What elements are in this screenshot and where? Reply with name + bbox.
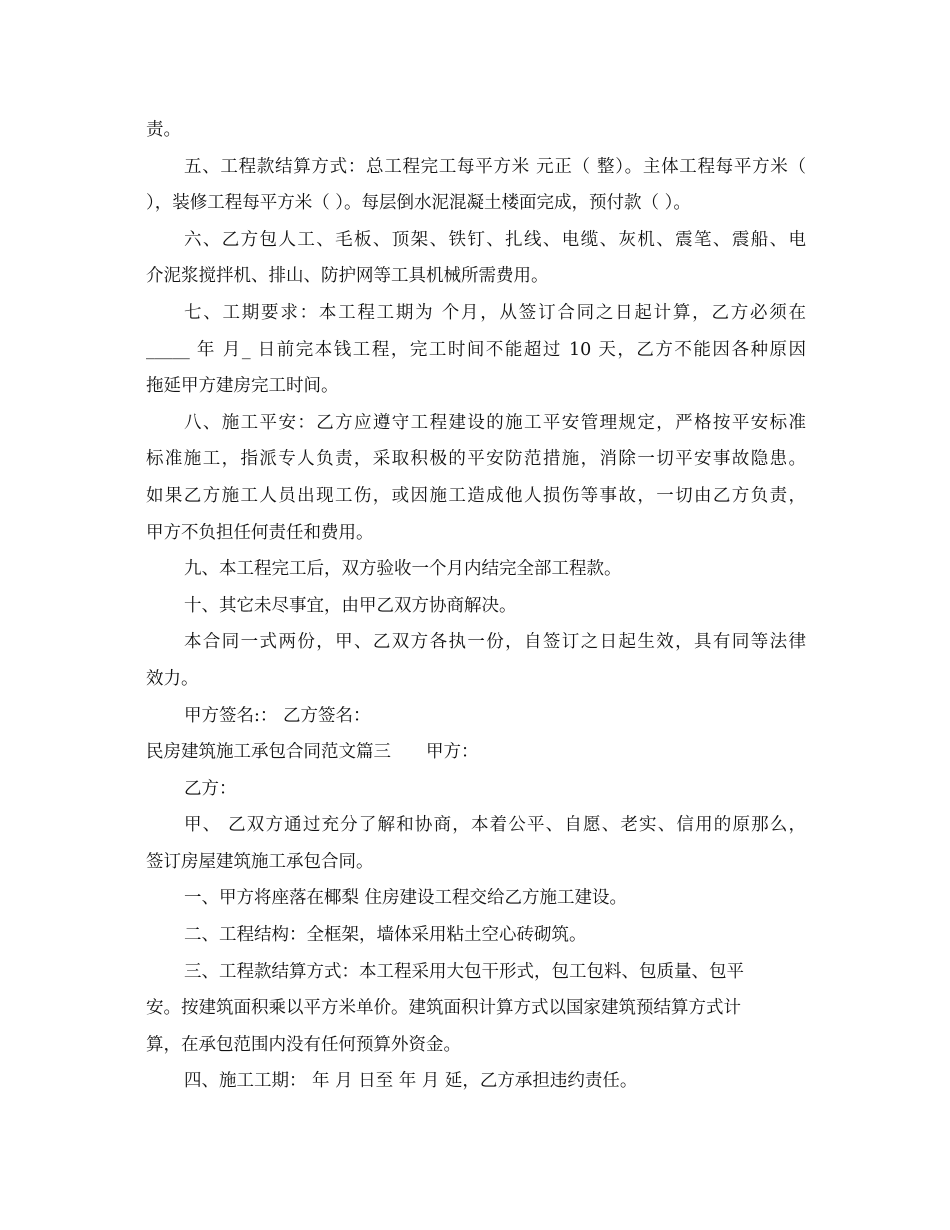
document-text-line: 九、本工程完工后，双方验收一个月内结完全部工程款。 — [184, 559, 622, 580]
document-text-line: 安。按建筑面积乘以平方米单价。建筑面积计算方式以国家建筑预结算方式计 — [146, 998, 741, 1019]
document-text-line: 甲方不负担任何责任和费用。 — [146, 522, 374, 543]
document-text-line: 二、工程结构：全框架，墙体采用粘土空心砖砌筑。 — [184, 925, 587, 946]
document-text-line: 拖延甲方建房完工时间。 — [146, 376, 339, 397]
document-text-line: 四、施工工期： 年 月 日至 年 月 延，乙方承担违约责任。 — [184, 1071, 638, 1092]
document-text-line: 介泥浆搅拌机、排山、防护网等工具机械所需费用。 — [146, 266, 549, 287]
document-text-line: 签订房屋建筑施工承包合同。 — [146, 851, 374, 872]
document-text-line: 责。 — [146, 120, 181, 140]
document-text-line: 一、甲方将座落在椰梨 住房建设工程交给乙方施工建设。 — [184, 888, 628, 909]
document-text-line: _____ 年 月_ 日前完本钱工程，完工时间不能超过 10 天，乙方不能因各种原因 — [146, 339, 806, 360]
document-text-line: 乙方： — [184, 778, 237, 799]
document-text-line: 如果乙方施工人员出现工伤，或因施工造成他人损伤等事故，一切由乙方负责， — [146, 485, 806, 506]
document-text-line: 标准施工，指派专人负责，采取积极的平安防范措施，消除一切平安事故隐患。 — [146, 449, 806, 470]
document-text-line: 效力。 — [146, 668, 199, 689]
document-text-line: ），装修工程每平方米（ ）。每层倒水泥混凝土楼面完成，预付款（ ）。 — [146, 193, 691, 214]
document-text-line: 七、工期要求：本工程工期为 个月，从签订合同之日起计算，乙方必须在 — [184, 302, 806, 323]
document-body — [146, 112, 806, 1100]
document-text-line: 十、其它未尽事宜，由甲乙双方协商解决。 — [184, 595, 517, 616]
document-text-line: 五、工程款结算方式：总工程完工每平方米 元正（ 整）。主体工程每平方米（ — [184, 156, 806, 177]
document-text-line: 民房建筑施工承包合同范文篇三 甲方： — [146, 742, 479, 763]
document-text-line: 八、施工平安：乙方应遵守工程建设的施工平安管理规定，严格按平安标准 — [184, 412, 806, 433]
document-text-line: 三、工程款结算方式：本工程采用大包干形式，包工包料、包质量、包平 — [184, 961, 744, 982]
document-text-line: 甲方签名:： 乙方签名： — [184, 705, 371, 726]
document-text-line: 甲、 乙双方通过充分了解和协商，本着公平、自愿、老实、信用的原那么， — [184, 815, 806, 836]
document-text-line: 本合同一式两份，甲、乙双方各执一份，自签订之日起生效，具有同等法律 — [184, 632, 806, 653]
document-text-line: 六、乙方包人工、毛板、顶架、铁钉、扎线、电缆、灰机、震笔、震船、电 — [184, 229, 806, 250]
document-text-line: 算，在承包范围内没有任何预算外资金。 — [146, 1034, 461, 1055]
